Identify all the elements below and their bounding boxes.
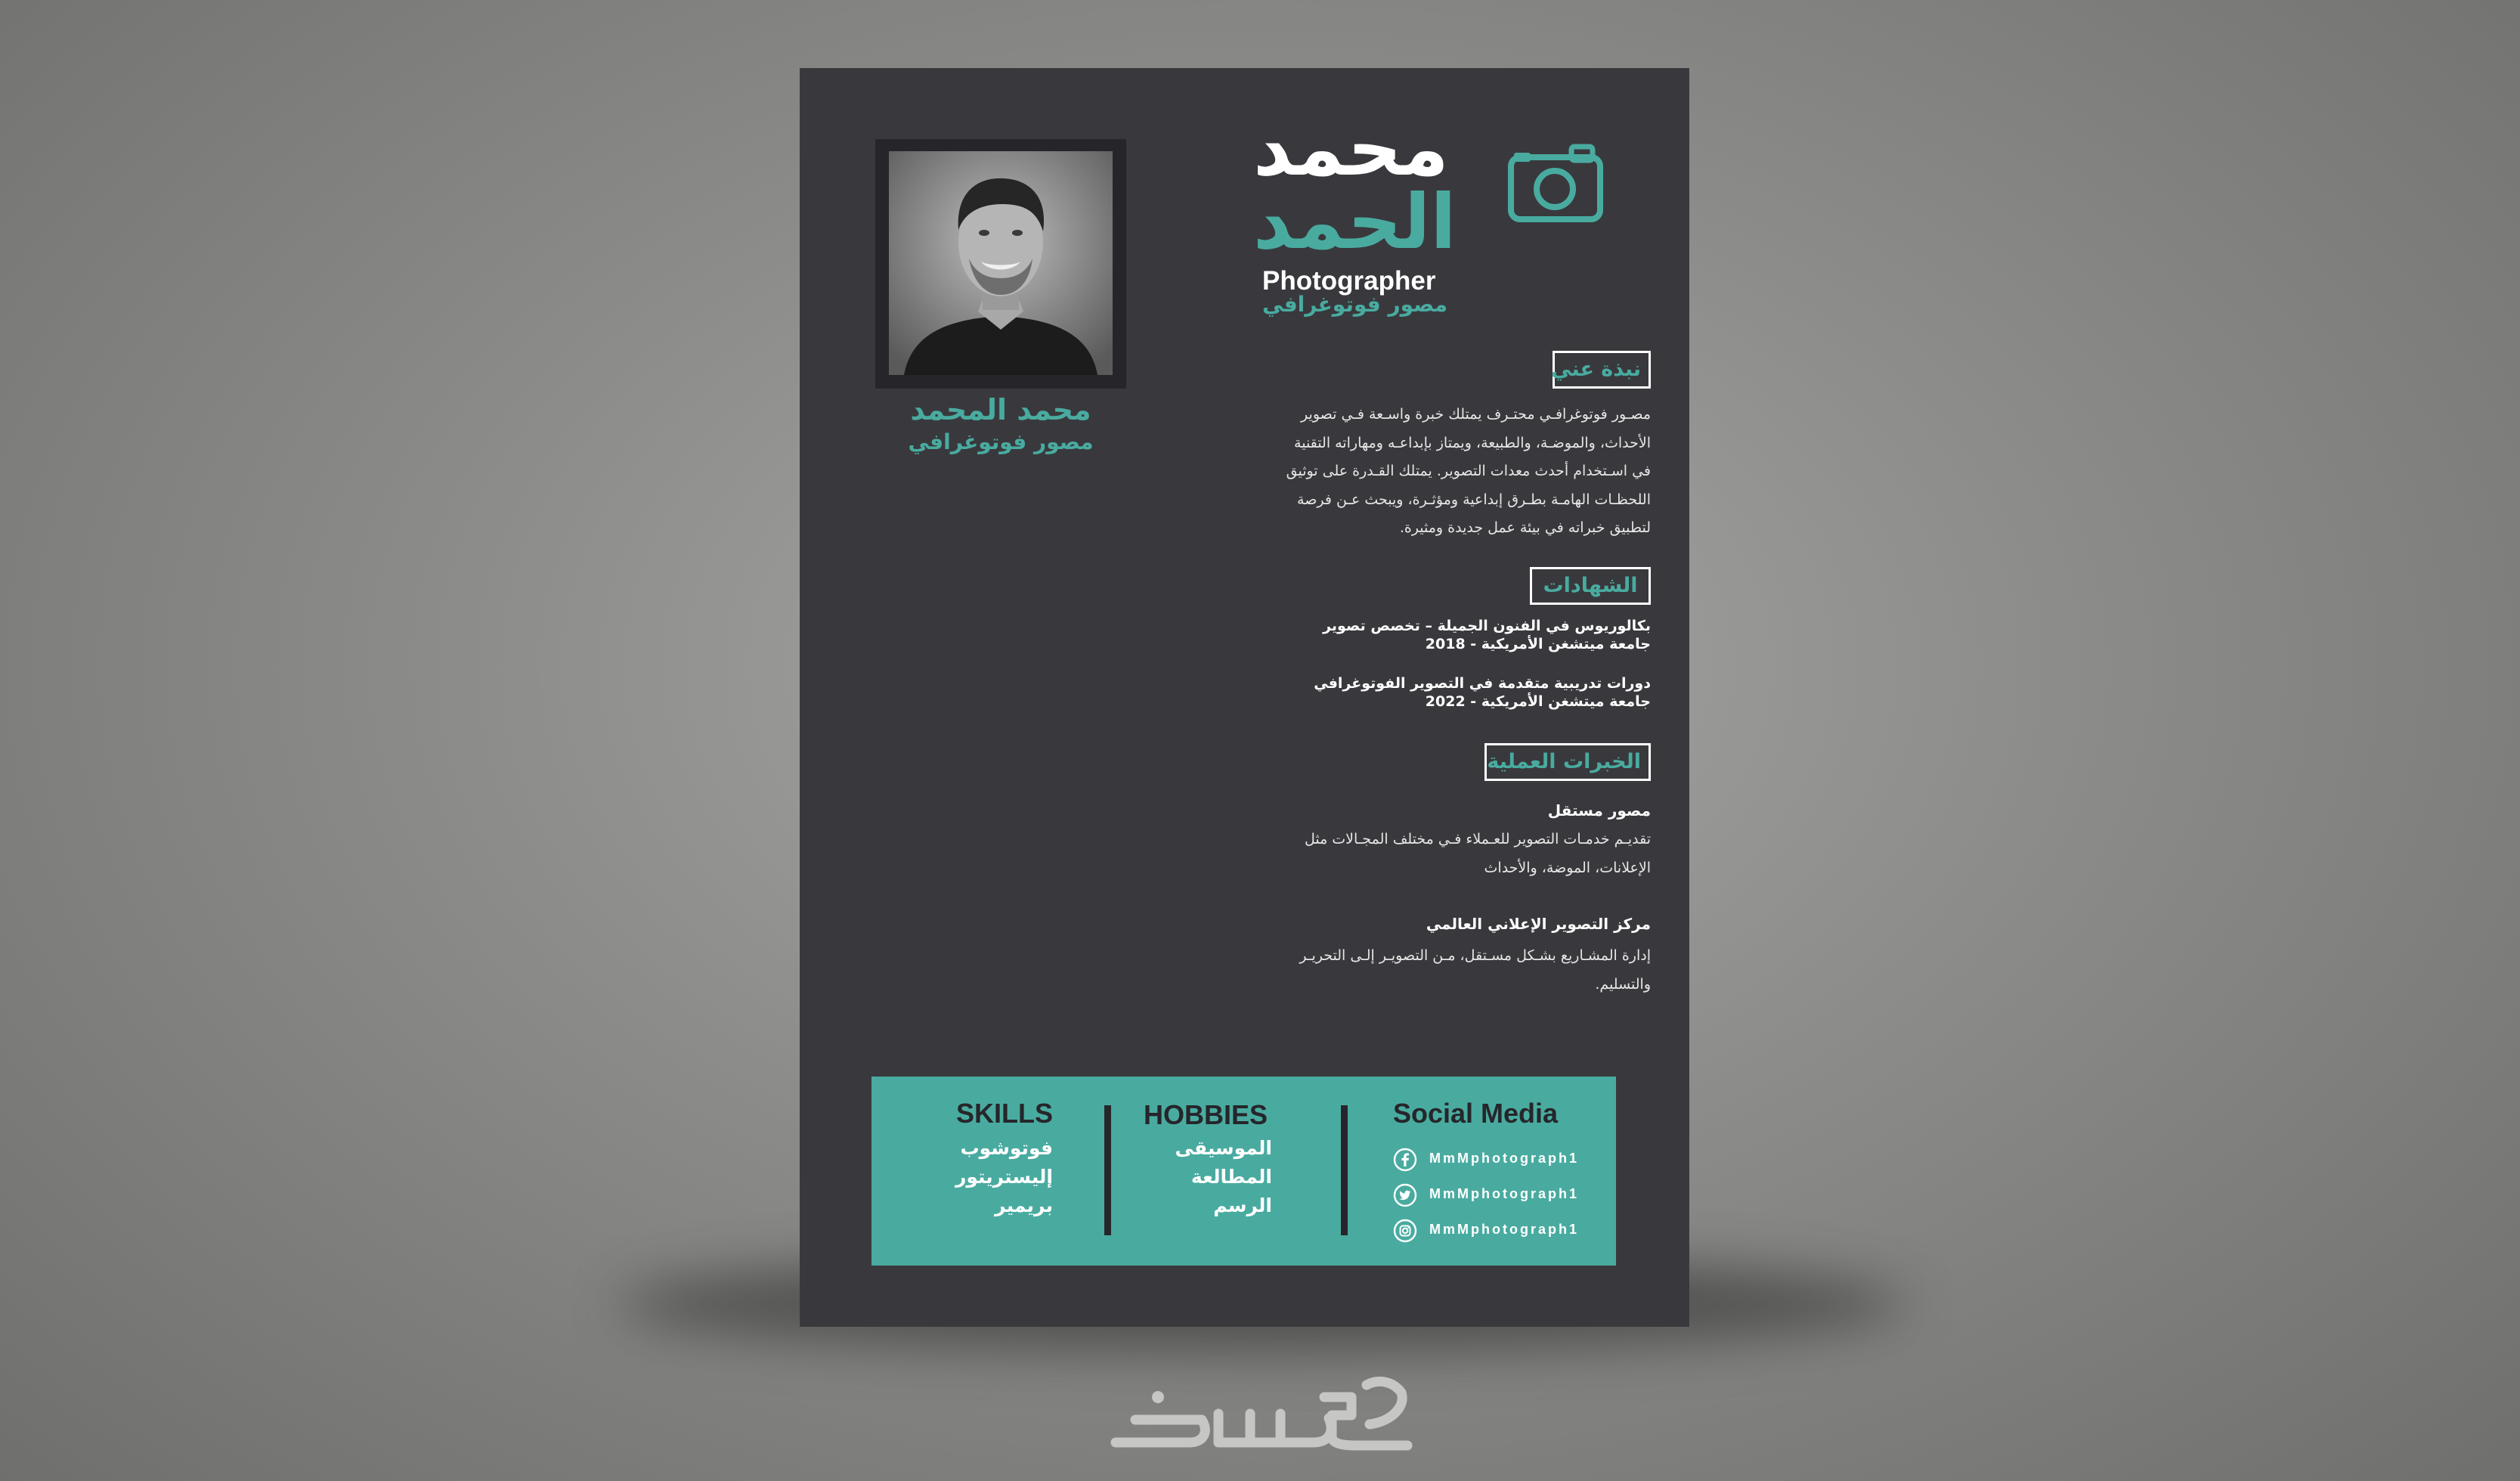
camera-icon <box>1506 144 1605 224</box>
social-heading: Social Media <box>1393 1098 1559 1129</box>
hobby-item: الرسم <box>1213 1194 1272 1216</box>
skill-item: إليستريتور <box>955 1166 1053 1188</box>
hobby-item: الموسيقى <box>1175 1137 1272 1159</box>
column-divider <box>1341 1105 1348 1235</box>
experience-description <box>1261 942 1651 999</box>
profile-role: مصور فوتوغرافي <box>908 429 1094 454</box>
job-title-en: Photographer <box>1262 266 1436 296</box>
hobbies-heading: HOBBIES <box>1144 1099 1268 1130</box>
certificate-name: دورات تدريبية متقدمة في التصوير الفوتوغرافي <box>1314 675 1651 692</box>
certificate-item <box>1261 674 1651 711</box>
column-divider <box>1104 1105 1111 1235</box>
photo-frame <box>875 139 1126 389</box>
experience-title: مصور مستقل <box>1547 801 1651 820</box>
social-handle: MmMphotograph1 <box>1429 1186 1579 1201</box>
job-title-ar: مصور فوتوغرافي <box>1262 292 1448 317</box>
certificate-name: بكالوريوس في الفنون الجميلة – تخصص تصوير <box>1323 618 1651 634</box>
about-line: الأحداث، والموضـة، والطبيعة، ويمتاز بإبداعـه ومهاراته التقنية <box>1294 434 1651 451</box>
about-line: مصـور فوتوغرافـي محتـرف يمتلك خبرة واسـعة فـي تصوير <box>1301 406 1651 423</box>
about-line: اللحظـات الهامـة بطـرق إبداعية ومؤثـرة، ويبحث عـن فرصة <box>1297 491 1651 508</box>
resume-page <box>800 68 1689 1327</box>
facebook-icon <box>1393 1148 1417 1172</box>
first-name: محمد <box>1253 104 1449 193</box>
social-link-instagram[interactable] <box>1393 1217 1605 1244</box>
about-text <box>1261 401 1651 543</box>
profile-name: محمد المحمد <box>910 393 1091 426</box>
instagram-icon <box>1393 1219 1417 1243</box>
experience-line: والتسليم. <box>1595 975 1651 993</box>
about-line: لتطبيق خبراته في بيئة عمل جديدة ومثيرة. <box>1399 519 1651 536</box>
certificate-institution: جامعة ميتشغن الأمريكية - 2022 <box>1425 693 1651 710</box>
about-line: في اسـتخدام أحدث معدات التصوير. يمتلك القـدرة على توثيق <box>1286 463 1651 479</box>
certificate-item <box>1261 617 1651 653</box>
social-handle: MmMphotograph1 <box>1429 1222 1579 1237</box>
profile-photo <box>889 151 1113 375</box>
footer-band <box>871 1077 1616 1266</box>
experience-line: إدارة المشـاريع بشـكل مسـتقل، مـن التصويـر إلـى التحريـر <box>1299 947 1651 964</box>
experience-title: مركز التصوير الإعلاني العالمي <box>1426 915 1651 933</box>
experience-heading: الخبرات العملية <box>1484 743 1651 781</box>
about-heading: نبذة عني <box>1553 351 1651 389</box>
experience-description <box>1261 826 1651 882</box>
experience-line: الإعلانات، الموضة، والأحداث <box>1484 859 1651 876</box>
social-link-facebook[interactable] <box>1393 1146 1605 1173</box>
last-name: الحمد <box>1253 178 1457 266</box>
skills-heading: SKILLS <box>955 1098 1053 1129</box>
certificates-heading: الشهادات <box>1530 567 1651 605</box>
skill-item: فوتوشوب <box>960 1137 1053 1159</box>
khamsat-logo <box>1105 1376 1415 1459</box>
social-link-twitter[interactable] <box>1393 1182 1605 1209</box>
skill-item: بريمير <box>995 1194 1053 1216</box>
hobby-item: المطالعة <box>1190 1166 1272 1188</box>
experience-line: تقديـم خدمـات التصوير للعـملاء فـي مختلف المجـالات مثل <box>1304 831 1651 847</box>
twitter-icon <box>1393 1183 1417 1207</box>
social-handle: MmMphotograph1 <box>1429 1151 1579 1166</box>
certificate-institution: جامعة ميتشغن الأمريكية - 2018 <box>1425 636 1651 652</box>
